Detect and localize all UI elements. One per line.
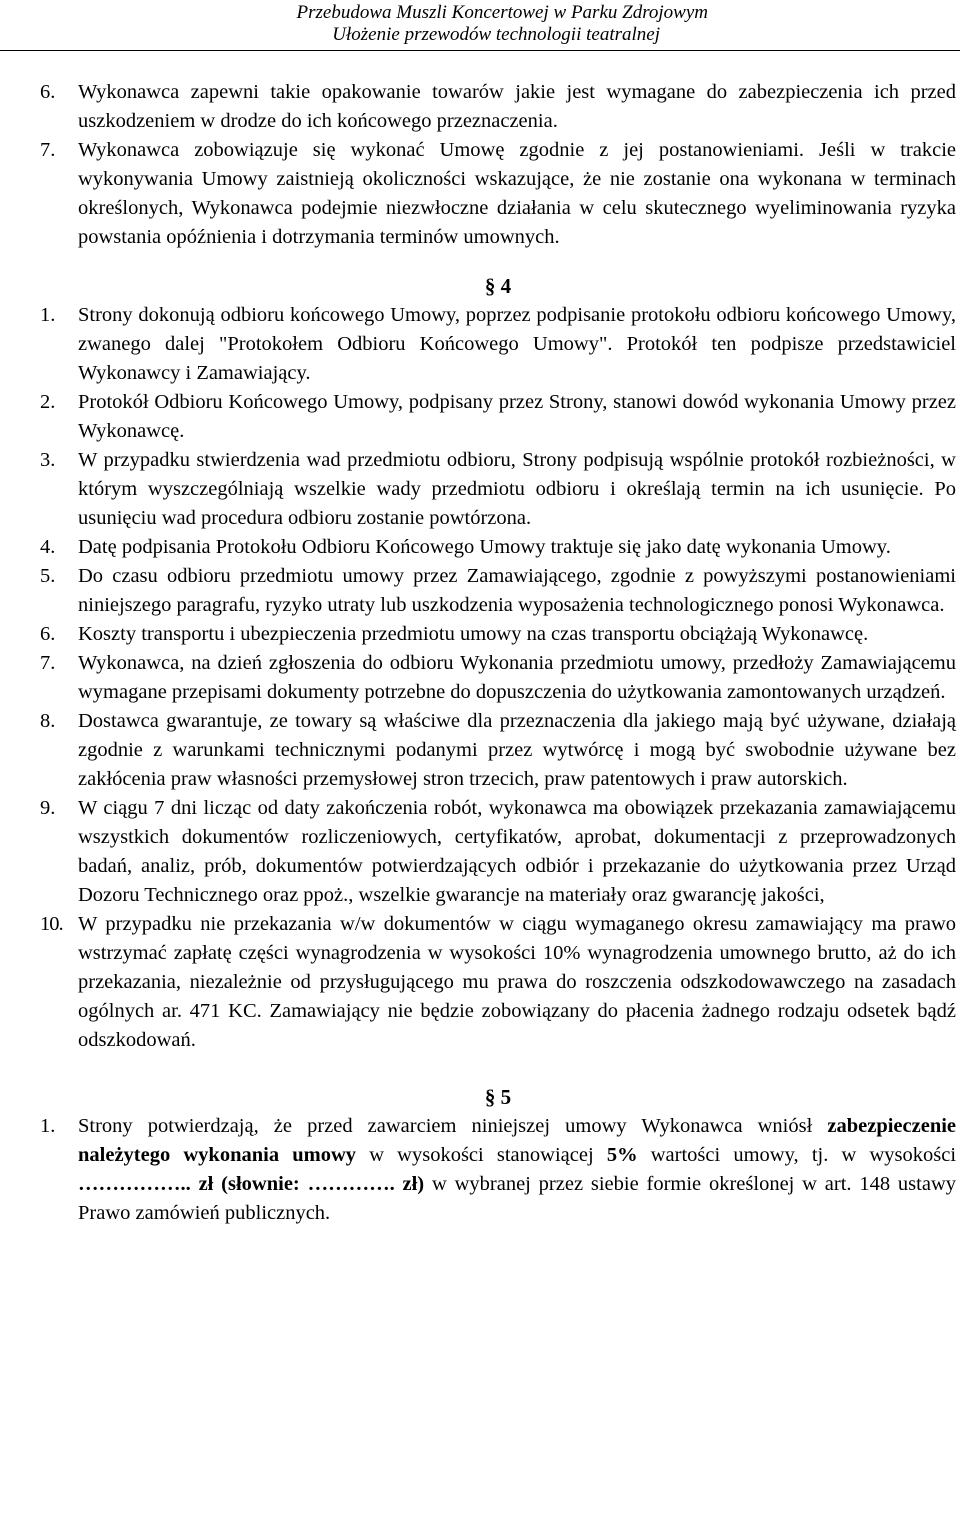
list-item xyxy=(40,707,956,794)
list-item xyxy=(40,136,956,252)
item-text: w wybranej przez siebie formie określonej w art. 148 ustawy Prawo zamówień publicznych. xyxy=(78,1173,957,1224)
item-number: 8. xyxy=(40,710,56,732)
page-header xyxy=(0,0,960,50)
item-text: Wykonawca zobowiązuje się wykonać Umowę zgodnie z jej postanowieniami. Jeśli w trakcie wykonywania Umowy zaistnieją okoliczności wskazujące, że nie zostanie ona wykonana w terminach określonych, Wykonawca podejmie niezwłoczne działania w celu skutecznego wyeliminowania ryzyka powstania opóźnienia i dotrzymania terminów umownych. xyxy=(78,139,956,248)
list-item xyxy=(40,78,956,136)
item-text: wartości umowy, tj. w wysokości xyxy=(650,1144,957,1166)
item-number: 7. xyxy=(40,652,56,674)
document-body xyxy=(40,78,956,1228)
list-item xyxy=(40,620,956,649)
item-text: Koszty transportu i ubezpieczenia przedmiotu umowy na czas transportu obciążają Wykonawcę. xyxy=(78,623,869,645)
item-number: 2. xyxy=(40,391,56,413)
header-project-subtitle: Ułożenie przewodów technologii teatralnej xyxy=(332,24,660,45)
section-heading: § 5 xyxy=(484,1085,512,1109)
item-number: 6. xyxy=(40,623,56,645)
item-text: Protokół Odbioru Końcowego Umowy, podpisany przez Strony, stanowi dowód wykonania Umowy przez Wykonawcę. xyxy=(78,391,956,442)
section-heading: § 4 xyxy=(484,274,512,298)
item-text: Wykonawca zapewni takie opakowanie towarów jakie jest wymagane do zabezpieczenia ich przed uszkodzeniem w drodze do ich końcowego przeznaczenia. xyxy=(78,81,956,132)
list-item xyxy=(40,562,956,620)
list-item xyxy=(40,446,956,533)
list-item xyxy=(40,388,956,446)
header-divider xyxy=(0,50,960,51)
item-number: 7. xyxy=(40,139,56,161)
item-text: Wykonawca, na dzień zgłoszenia do odbioru Wykonania przedmiotu umowy, przedłoży Zamawiającemu wymagane przepisami dokumenty potrzebne do dopuszczenia do użytkowania zamontowanych urządzeń. xyxy=(78,652,956,703)
item-emphasis: zabezpieczenie należytego wykonania umowy xyxy=(78,1115,957,1166)
list-item xyxy=(40,910,956,1055)
item-number: 4. xyxy=(40,536,56,558)
item-emphasis: …………….. zł (słownie: …………. zł) xyxy=(78,1173,425,1195)
item-emphasis: 5% xyxy=(606,1144,638,1166)
item-text: W ciągu 7 dni licząc od daty zakończenia robót, wykonawca ma obowiązek przekazania zamawiającemu wszystkich dokumentów rozliczeniowych, certyfikatów, aprobat, dokumentacji z przeprowadzonych badań, analiz, prób, dokumentów potwierdzających odbiór i przekazanie do użytkowania przez Urząd Dozoru Technicznego oraz ppoż., wszelkie gwarancje na materiały oraz gwarancję jakości, xyxy=(78,797,956,906)
spacer xyxy=(40,1055,956,1083)
header-project-title: Przebudowa Muszli Koncertowej w Parku Zdrojowym xyxy=(296,2,708,23)
item-text: Do czasu odbioru przedmiotu umowy przez Zamawiającego, zgodnie z powyższymi postanowieniami niniejszego paragrafu, ryzyko utraty lub uszkodzenia wyposażenia technologicznego ponosi Wykonawca. xyxy=(78,565,956,616)
item-text: w wysokości stanowiącej xyxy=(369,1144,594,1166)
item-number: 1. xyxy=(40,1115,56,1137)
item-text: Dostawca gwarantuje, ze towary są właściwe dla przeznaczenia dla jakiego mają być używane, działają zgodnie z warunkami technicznymi podanymi przez wytwórcę i mogą być swobodnie używane bez zakłócenia praw własności przemysłowej stron trzecich, praw patentowych i praw autorskich. xyxy=(78,710,956,790)
item-number: 3. xyxy=(40,449,56,471)
spacer xyxy=(40,252,956,272)
list-item xyxy=(40,1112,956,1228)
item-text: W przypadku nie przekazania w/w dokumentów w ciągu wymaganego okresu zamawiający ma prawo wstrzymać zapłatę części wynagrodzenia w wysokości 10% wynagrodzenia umownego brutto, aż do ich przekazania, niezależnie od przysługującego mu prawa do roszczenia odszkodowawczego na zasadach ogólnych ar. 471 KC. Zamawiający nie będzie zobowiązany do płacenia żadnego rodzaju odsetek bądź odszkodowań. xyxy=(78,913,956,1051)
item-number: 6. xyxy=(40,81,56,103)
list-item xyxy=(40,533,956,562)
item-text: Strony dokonują odbioru końcowego Umowy, poprzez podpisanie protokołu odbioru końcowego Umowy, zwanego dalej "Protokołem Odbioru Końcowego Umowy". Protokół ten podpisze przedstawiciel Wykonawcy i Zamawiający. xyxy=(78,304,956,384)
item-number: 10. xyxy=(40,913,63,935)
list-item xyxy=(40,794,956,910)
item-number: 5. xyxy=(40,565,56,587)
item-text: W przypadku stwierdzenia wad przedmiotu odbioru, Strony podpisują wspólnie protokół rozbieżności, w którym wyszczególniają wszelkie wady przedmiotu odbioru i określają termin na ich usunięcie. Po usunięciu wad procedura odbioru zostanie powtórzona. xyxy=(78,449,956,529)
list-item xyxy=(40,649,956,707)
list-item xyxy=(40,301,956,388)
item-text: Strony potwierdzają, że przed zawarciem niniejszej umowy Wykonawca wniósł xyxy=(78,1115,813,1137)
item-number: 9. xyxy=(40,797,56,819)
item-number: 1. xyxy=(40,304,56,326)
item-text: Datę podpisania Protokołu Odbioru Końcowego Umowy traktuje się jako datę wykonania Umowy. xyxy=(78,536,891,558)
